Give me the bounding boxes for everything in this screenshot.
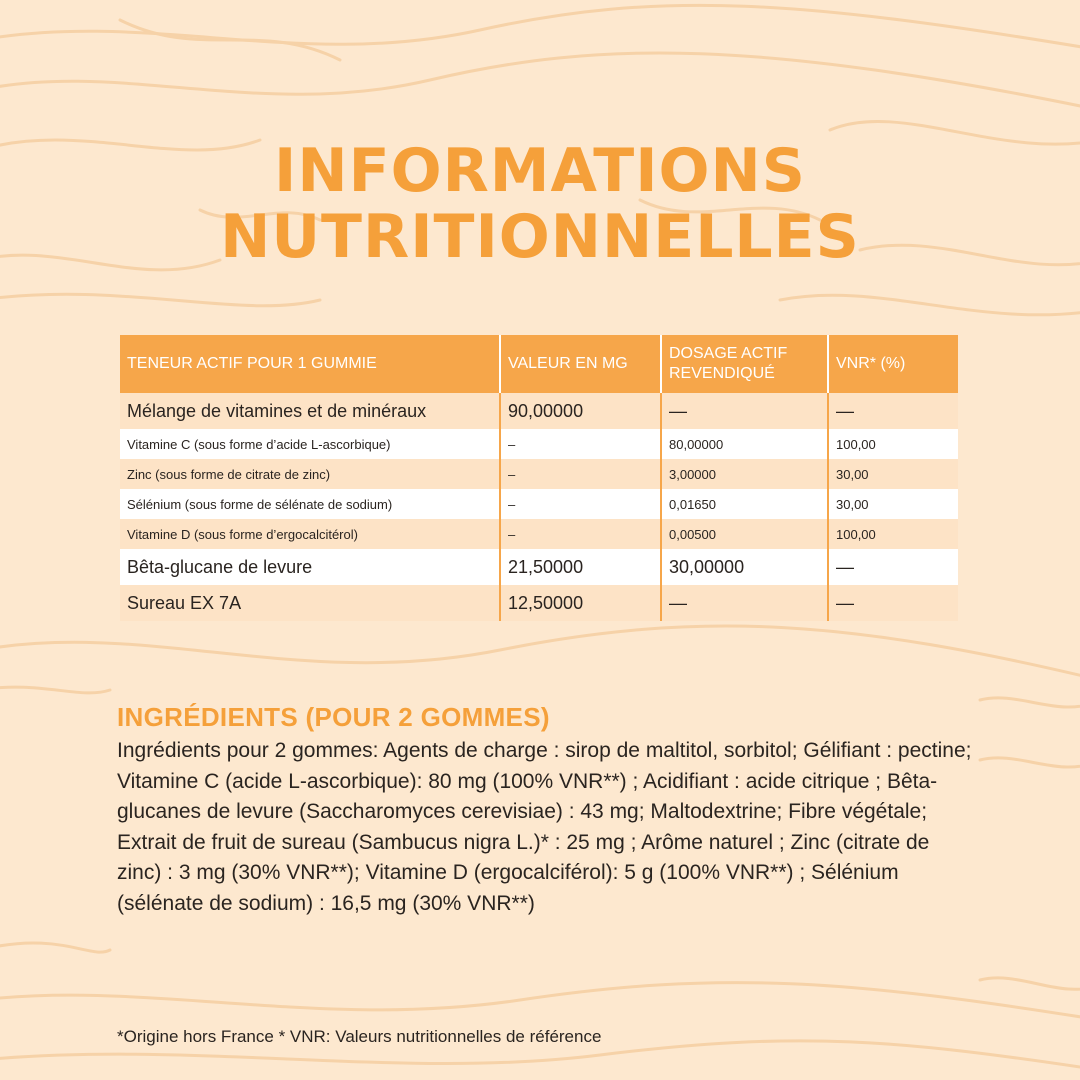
table-cell: – xyxy=(500,489,661,519)
table-cell: Mélange de vitamines et de minéraux xyxy=(120,393,500,429)
page-title-line2: NUTRITIONNELLES xyxy=(220,202,860,272)
table-row xyxy=(120,489,958,519)
table-cell: — xyxy=(661,585,828,621)
table-cell: 3,00000 xyxy=(661,459,828,489)
ingredients-text: Ingrédients pour 2 gommes: Agents de charge : sirop de maltitol, sorbitol; Gélifiant : pectine; Vitamine C (acide L-ascorbique): 80 mg (100% VNR**) ; Acidifiant : acide citrique ; Bêta-glucanes de levure (Saccharomyces cerevisiae) : 43 mg; Maltodextrine; Fibre végétale; Extrait de fruit de sureau (Sambucus nigra L.)* : 25 mg ; Arôme naturel ; Zinc (citrate de zinc) : 3 mg (30% VNR**); Vitamine D (ergocalciférol): 5 g (100% VNR**) ; Sélénium (sélénate de sodium) : 16,5 mg (30% VNR**) xyxy=(117,739,972,915)
table-cell: Bêta-glucane de levure xyxy=(120,549,500,585)
table-cell: — xyxy=(661,393,828,429)
table-cell: – xyxy=(500,429,661,459)
table-cell: 21,50000 xyxy=(500,549,661,585)
table-row xyxy=(120,459,958,489)
table-cell: Vitamine C (sous forme d’acide L-ascorbique) xyxy=(120,429,500,459)
table-cell: Zinc (sous forme de citrate de zinc) xyxy=(120,459,500,489)
table-cell: 30,00 xyxy=(828,489,958,519)
table-cell: — xyxy=(828,549,958,585)
table-cell: – xyxy=(500,519,661,549)
column-header-active: TENEUR ACTIF POUR 1 GUMMIE xyxy=(120,335,500,393)
footnote: *Origine hors France * VNR: Valeurs nutritionnelles de référence xyxy=(117,1027,602,1046)
table-row xyxy=(120,429,958,459)
table-cell: 12,50000 xyxy=(500,585,661,621)
nutrition-table xyxy=(120,335,958,621)
table-row xyxy=(120,549,958,585)
table-cell: 100,00 xyxy=(828,519,958,549)
page-title xyxy=(0,138,1080,270)
table-cell: 0,01650 xyxy=(661,489,828,519)
page-title-line1: INFORMATIONS xyxy=(274,136,806,206)
column-header-value: VALEUR EN MG xyxy=(500,335,661,393)
table-cell: – xyxy=(500,459,661,489)
table-row xyxy=(120,393,958,429)
table-header-row xyxy=(120,335,958,393)
ingredients-title: INGRÉDIENTS (POUR 2 GOMMES) xyxy=(117,702,550,732)
table-cell: Sureau EX 7A xyxy=(120,585,500,621)
table-row xyxy=(120,585,958,621)
table-cell: 90,00000 xyxy=(500,393,661,429)
table-cell: 0,00500 xyxy=(661,519,828,549)
table-cell: 80,00000 xyxy=(661,429,828,459)
table-cell: Vitamine D (sous forme d’ergocalcitérol) xyxy=(120,519,500,549)
table-cell: Sélénium (sous forme de sélénate de sodium) xyxy=(120,489,500,519)
table-cell: — xyxy=(828,585,958,621)
table-cell: 30,00000 xyxy=(661,549,828,585)
table-row xyxy=(120,519,958,549)
table-cell: 30,00 xyxy=(828,459,958,489)
column-header-vnr: VNR* (%) xyxy=(828,335,958,393)
column-header-dosage: DOSAGE ACTIF REVENDIQUÉ xyxy=(661,335,828,393)
table-cell: 100,00 xyxy=(828,429,958,459)
table-cell: — xyxy=(828,393,958,429)
